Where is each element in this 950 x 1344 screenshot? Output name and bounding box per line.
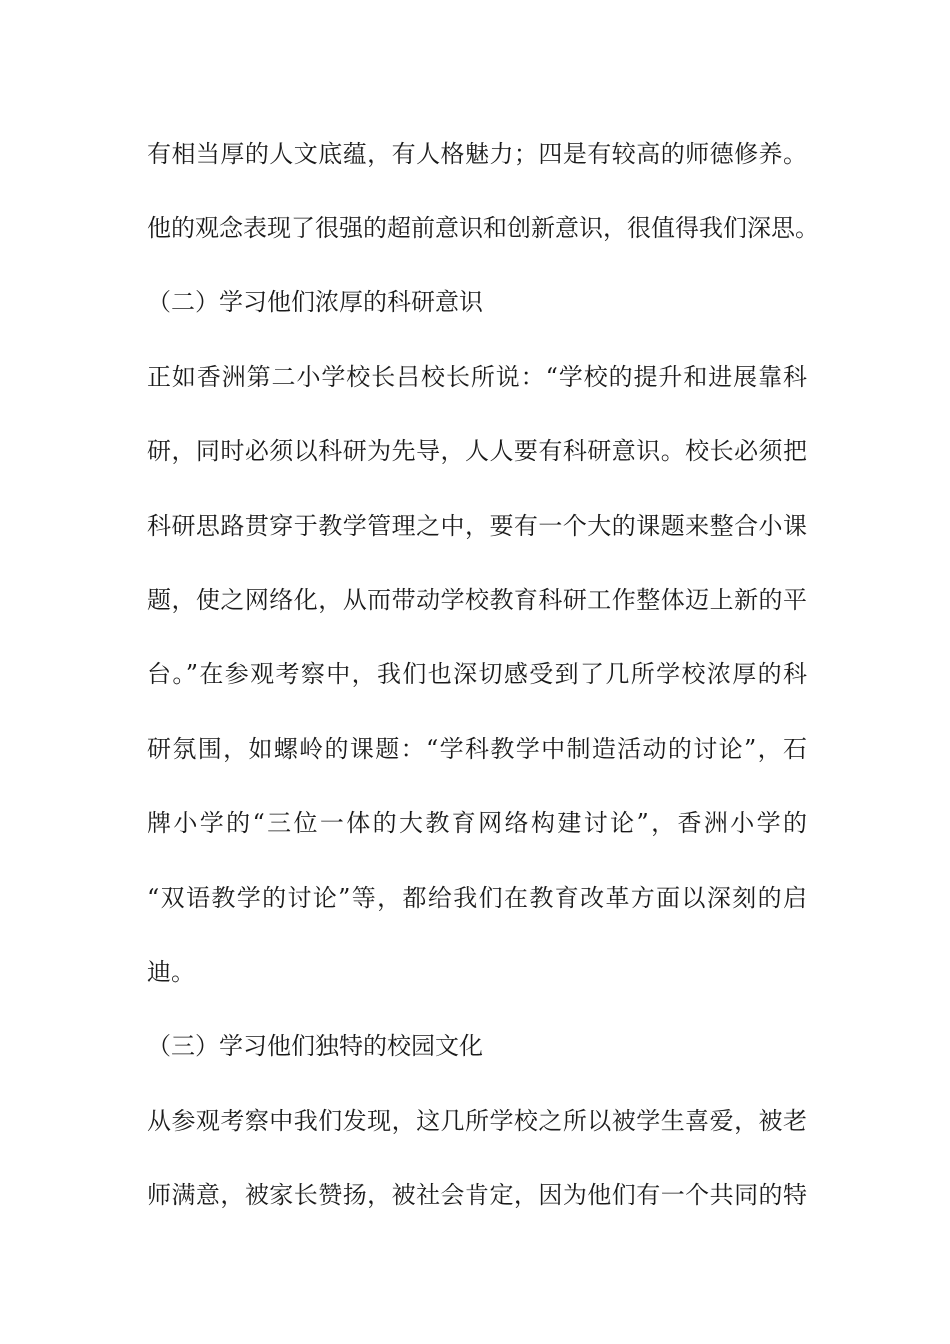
body-line-8: 台。”在参观考察中，我们也深切感受到了几所学校浓厚的科 (147, 660, 807, 688)
body-line-4: 正如香洲第二小学校长吕校长所说：“学校的提升和进展靠科 (147, 363, 807, 391)
body-line-2: 他的观念表现了很强的超前意识和创新意识，很值得我们深思。 (147, 214, 819, 242)
body-line-14: 从参观考察中我们发现，这几所学校之所以被学生喜爱，被老 (147, 1107, 807, 1135)
body-line-12: 迪。 (147, 958, 195, 986)
body-line-1: 有相当厚的人文底蕴，有人格魅力；四是有较高的师德修养。 (147, 140, 807, 168)
body-line-9: 研氛围，如螺岭的课题：“学科教学中制造活动的讨论”，石 (147, 735, 807, 763)
body-line-5: 研，同时必须以科研为先导，人人要有科研意识。校长必须把 (147, 437, 807, 465)
body-line-15: 师满意，被家长赞扬，被社会肯定，因为他们有一个共同的特 (147, 1181, 807, 1209)
body-line-7: 题，使之网络化，从而带动学校教育科研工作整体迈上新的平 (147, 586, 807, 614)
body-line-6: 科研思路贯穿于教学管理之中，要有一个大的课题来整合小课 (147, 512, 807, 540)
section-heading-2: （二）学习他们浓厚的科研意识 (147, 288, 483, 316)
section-heading-3: （三）学习他们独特的校园文化 (147, 1032, 483, 1060)
body-line-11: “双语教学的讨论”等，都给我们在教育改革方面以深刻的启 (147, 884, 807, 912)
body-line-10: 牌小学的“三位一体的大教育网络构建讨论”，香洲小学的 (147, 809, 807, 837)
